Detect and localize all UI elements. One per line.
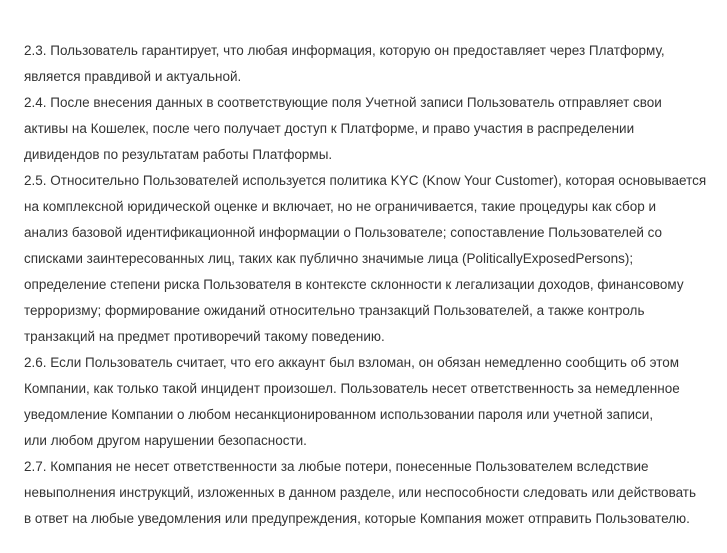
- text-line: уведомление Компании о любом несанкционированном использовании пароля или учетной записи,: [24, 407, 654, 422]
- text-line: невыполнения инструкций, изложенных в данном разделе, или неспособности следовать или действовать: [24, 485, 697, 500]
- text-line: дивидендов по результатам работы Платформы.: [24, 147, 333, 162]
- text-line: 2.5. Относительно Пользователей используется политика KYC (Know Your Customer), которая основывается: [24, 173, 707, 188]
- text-line: 2.3. Пользователь гарантирует, что любая информация, которую он предоставляет через Платформу,: [24, 43, 665, 58]
- text-line: транзакций на предмет противоречий такому поведению.: [24, 329, 385, 344]
- text-line: 2.6. Если Пользователь считает, что его аккаунт был взломан, он обязан немедленно сообщить об этом: [24, 355, 680, 370]
- text-line: является правдивой и актуальной.: [24, 69, 242, 84]
- text-line: 2.4. После внесения данных в соответствующие поля Учетной записи Пользователь отправляет свои: [24, 95, 662, 110]
- text-line: в ответ на любые уведомления или предупреждения, которые Компания может отправить Пользователю.: [24, 511, 690, 526]
- text-line: на комплексной юридической оценке и включает, но не ограничивается, такие процедуры как сбор и: [24, 199, 657, 214]
- document-text: [24, 38, 724, 532]
- text-line: 2.7. Компания не несет ответственности за любые потери, понесенные Пользователем вследствие: [24, 459, 649, 474]
- text-line: определение степени риска Пользователя в контексте склонности к легализации доходов, финансовому: [24, 277, 684, 292]
- text-line: Компании, как только такой инцидент произошел. Пользователь несет ответственность за немедленное: [24, 381, 680, 396]
- text-line: терроризму; формирование ожиданий относительно транзакций Пользователей, а также контроль: [24, 303, 645, 318]
- text-line: списками заинтересованных лиц, таких как публично значимые лица (PoliticallyExposedPersons);: [24, 251, 634, 266]
- text-line: или любом другом нарушении безопасности.: [24, 433, 307, 448]
- text-line: активы на Кошелек, после чего получает доступ к Платформе, и право участия в распределении: [24, 121, 635, 136]
- text-line: анализ базовой идентификационной информации о Пользователе; сопоставление Пользователей со: [24, 225, 663, 240]
